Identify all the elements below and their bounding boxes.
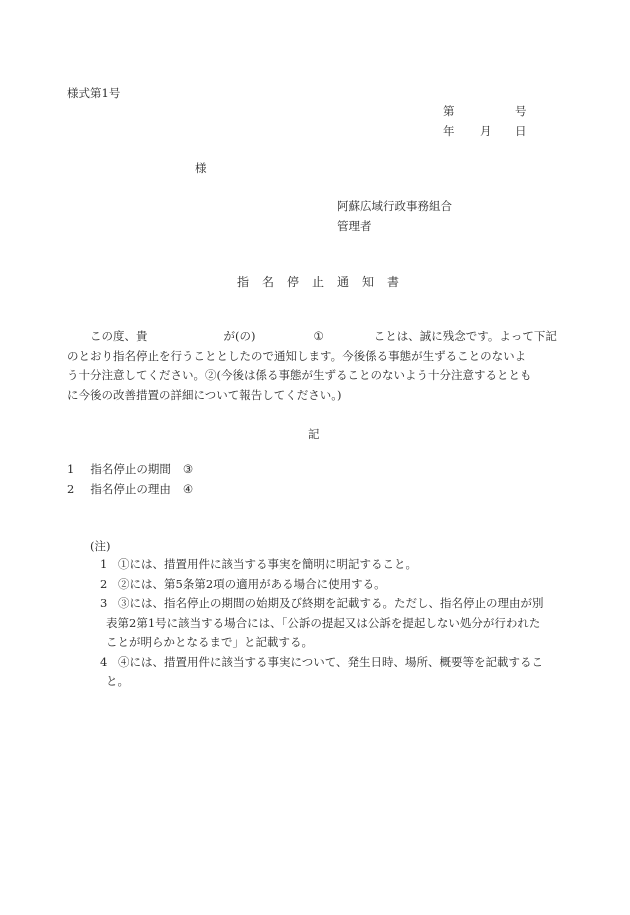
item-number: 2 bbox=[67, 482, 75, 496]
document-title: 指名停止通知書 bbox=[237, 275, 413, 289]
notes-heading: (注) bbox=[90, 539, 111, 553]
body-line1-a: この度、貴 bbox=[90, 329, 148, 343]
note-line-continuation: ことが明らかとなるまで」と記載する。 bbox=[106, 635, 313, 649]
date-month: 月 bbox=[480, 124, 492, 138]
note-line-continuation: 表第2第1号に該当する場合には、「公訴の提起又は公訴を提起しない処分が行われた bbox=[106, 615, 541, 630]
item-mark: ④ bbox=[182, 482, 194, 496]
ki-heading: 記 bbox=[308, 427, 320, 441]
marker-1: ① bbox=[313, 329, 324, 343]
note-line: 4 ④には、措置用件に該当する事実について、発生日時、場所、概要等を記載するこ bbox=[100, 654, 544, 669]
note-line: 2 ②には、第5条第2項の適用がある場合に使用する。 bbox=[100, 576, 386, 591]
number-suffix: 号 bbox=[515, 104, 527, 118]
sender-title: 管理者 bbox=[337, 219, 372, 233]
item-label: 指名停止の理由 bbox=[90, 482, 171, 496]
sender-org: 阿蘇広域行政事務組合 bbox=[337, 199, 452, 213]
note-line-continuation: と。 bbox=[106, 674, 129, 688]
notes-section bbox=[90, 537, 560, 692]
item-label: 指名停止の期間 bbox=[90, 462, 171, 476]
body-line-2: のとおり指名停止を行うこととしたので通知します。今後係る事態が生ずることのないよ bbox=[67, 348, 527, 363]
body-line1-d: ことは、誠に残念です。よって下記 bbox=[373, 329, 557, 343]
date-day: 日 bbox=[515, 124, 527, 138]
item-mark: ③ bbox=[182, 462, 194, 476]
item-number: 1 bbox=[67, 462, 75, 476]
body-line-3: う十分注意してください。②(今後は係る事態が生ずることのないよう十分注意するととも bbox=[67, 368, 532, 383]
date-year: 年 bbox=[443, 124, 455, 138]
body-line1-b: が(の) bbox=[223, 329, 256, 343]
item-1 bbox=[67, 462, 193, 476]
note-line: 3 ③には、指名停止の期間の始期及び終期を記載する。ただし、指名停止の理由が別 bbox=[100, 596, 544, 610]
body-line-4: に今後の改善措置の詳細について報告してください。) bbox=[67, 387, 342, 402]
recipient-suffix: 様 bbox=[195, 161, 207, 175]
number-prefix: 第 bbox=[443, 104, 455, 118]
body-paragraph bbox=[67, 327, 567, 405]
body-line-1 bbox=[67, 327, 567, 347]
item-2 bbox=[67, 482, 193, 496]
note-line: 1 ①には、措置用件に該当する事実を簡明に明記すること。 bbox=[100, 557, 417, 571]
form-number: 様式第1号 bbox=[67, 86, 121, 100]
